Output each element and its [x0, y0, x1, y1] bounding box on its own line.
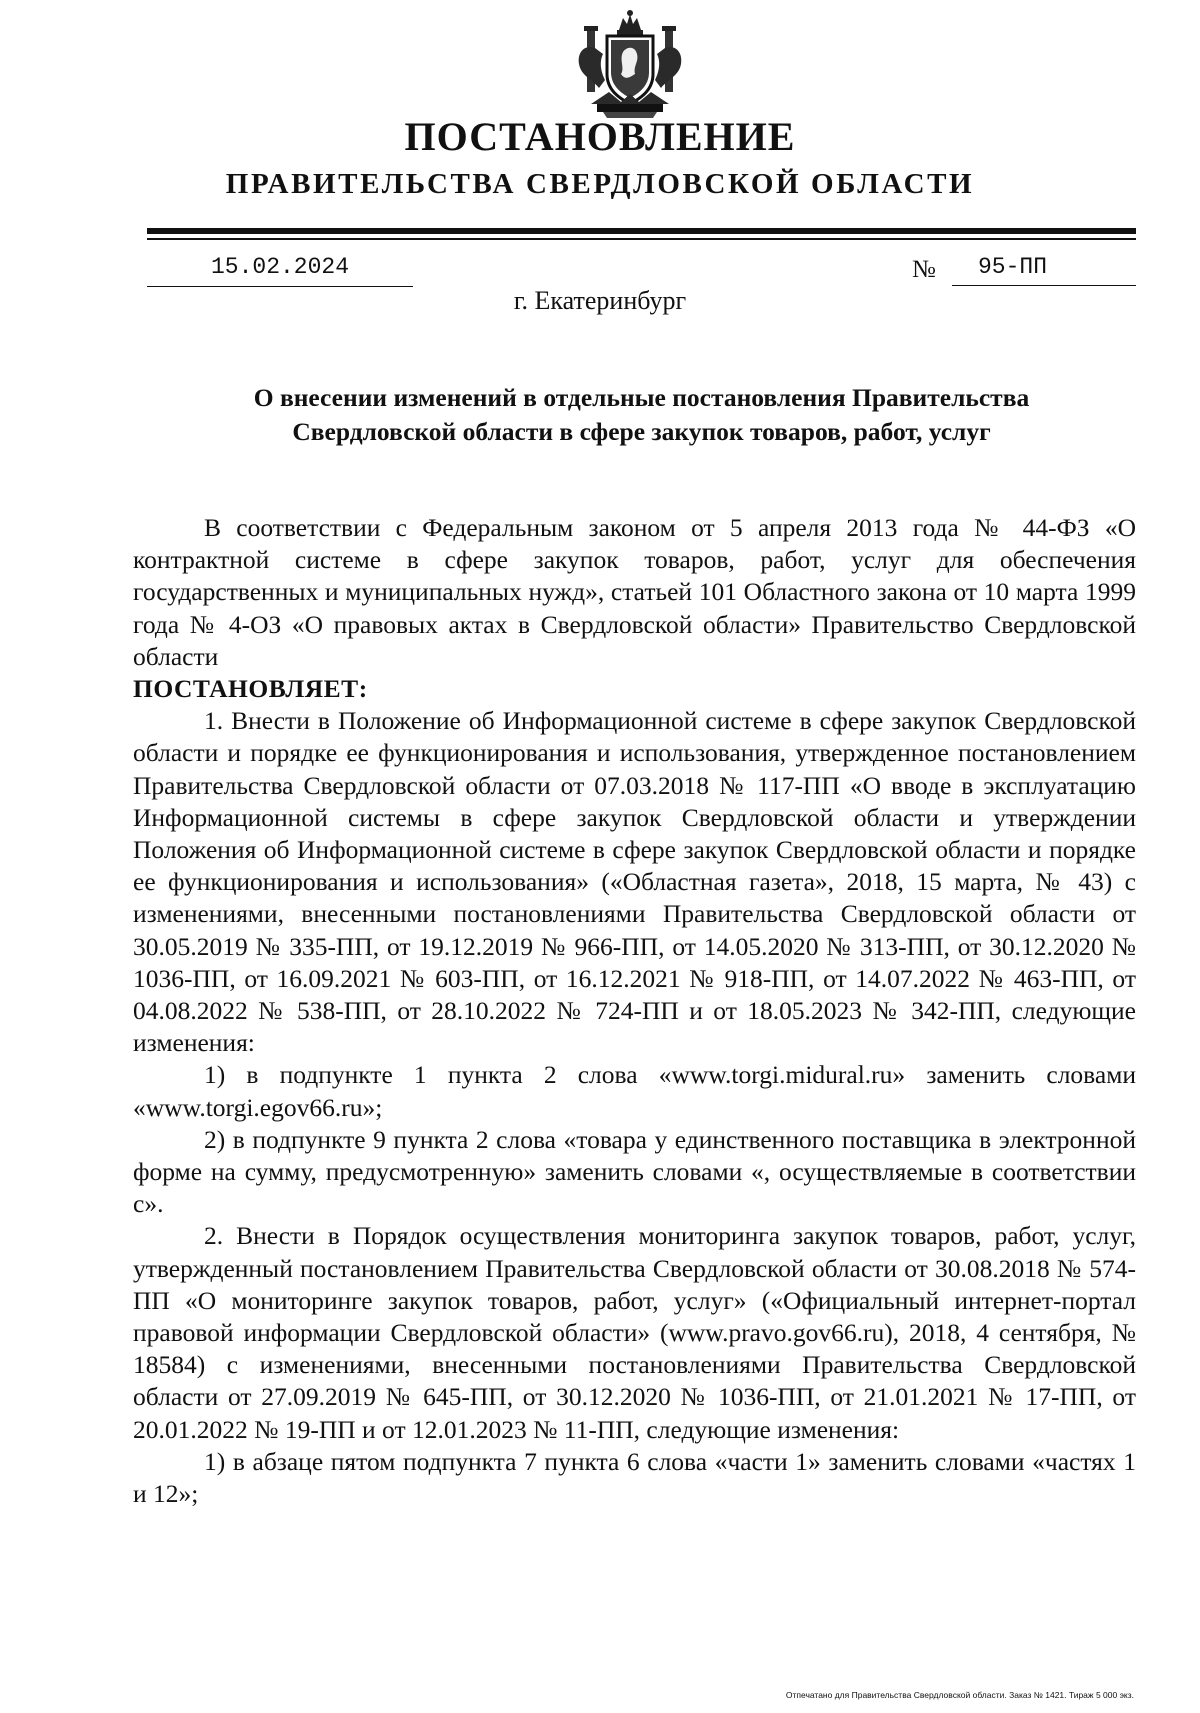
- header-divider-thick: [147, 228, 1136, 234]
- document-city: г. Екатеринбург: [513, 286, 687, 315]
- document-body: [133, 512, 1136, 1510]
- number-sign: №: [912, 256, 936, 283]
- document-heading: [147, 381, 1136, 449]
- document-subtitle: ПРАВИТЕЛЬСТВА СВЕРДЛОВСКОЙ ОБЛАСТИ: [225, 168, 975, 200]
- item-1-subitem-2: 2) в подпункте 9 пункта 2 слова «товара у единственного поставщика в электронной форме на сумму, предусмотренную» заменить словами «, осуществляемые в соответствии с».: [133, 1124, 1136, 1219]
- heading-line-1: О внесении изменений в отдельные постановления Правительства: [253, 383, 1030, 412]
- heading-line-2: Свердловской области в сфере закупок товаров, работ, услуг: [292, 417, 991, 446]
- decree-word: ПОСТАНОВЛЯЕТ:: [133, 674, 368, 704]
- preamble-paragraph: В соответствии с Федеральным законом от 5 апреля 2013 года № 44-ФЗ «О контрактной системе в сфере закупок товаров, работ, услуг для обеспечения государственных и муниципальных нужд», статьей 101 Областного закона от 10 марта 1999 года № 4-ОЗ «О правовых актах в Свердловской области» Правительство Свердловской области: [133, 513, 1136, 671]
- item-2-subitem-1: 1) в абзаце пятом подпункта 7 пункта 6 слова «части 1» заменить словами «частях 1 и 12»;: [133, 1446, 1136, 1509]
- item-1-paragraph: 1. Внести в Положение об Информационной системе в сфере закупок Свердловской области и порядке ее функционирования и использования, утвержденное постановлением Правительства Свердловской области от 07.03.2018 № 117-ПП «О вводе в эксплуатацию Информационной системы в сфере закупок Свердловской области и утверждении Положения об Информационной системе в сфере закупок Свердловской области и порядке ее функционирования и использования» («Областная газета», 2018, 15 марта, № 43) с изменениями, внесенными постановлениями Правительства Свердловской области от 30.05.2019 № 335-ПП, от 19.12.2019 № 966-ПП, от 14.05.2020 № 313-ПП, от 30.12.2020 № 1036-ПП, от 16.09.2021 № 603-ПП, от 16.12.2021 № 918-ПП, от 14.07.2022 № 463-ПП, от 04.08.2022 № 538-ПП, от 28.10.2022 № 724-ПП и от 18.05.2023 № 342-ПП, следующие изменения:: [133, 706, 1136, 1058]
- print-imprint: Отпечатано для Правительства Свердловской области. Заказ № 1421. Тираж 5 000 экз.: [785, 1690, 1134, 1700]
- item-2-paragraph: 2. Внести в Порядок осуществления мониторинга закупок товаров, работ, услуг, утвержденный постановлением Правительства Свердловской области от 30.08.2018 № 574-ПП «О мониторинге закупок товаров, работ, услуг» («Официальный интернет-портал правовой информации Свердловской области» (www.pravo.gov66.ru), 2018, 4 сентября, № 18584) с изменениями, внесенными постановлениями Правительства Свердловской области от 27.09.2019 № 645-ПП, от 30.12.2020 № 1036-ПП, от 21.01.2021 № 17-ПП, от 20.01.2022 № 19-ПП и от 12.01.2023 № 11-ПП, следующие изменения:: [133, 1221, 1136, 1444]
- document-date: 15.02.2024: [147, 248, 413, 287]
- item-1-subitem-1: 1) в подпункте 1 пункта 2 слова «www.torgi.midural.ru» заменить словами «www.torgi.egov66.ru»;: [133, 1060, 1136, 1122]
- coat-of-arms-icon: [569, 8, 691, 120]
- document-title: ПОСТАНОВЛЕНИЕ: [404, 114, 796, 159]
- header-divider-thin: [147, 238, 1136, 240]
- document-number: 95-ПП: [952, 248, 1136, 286]
